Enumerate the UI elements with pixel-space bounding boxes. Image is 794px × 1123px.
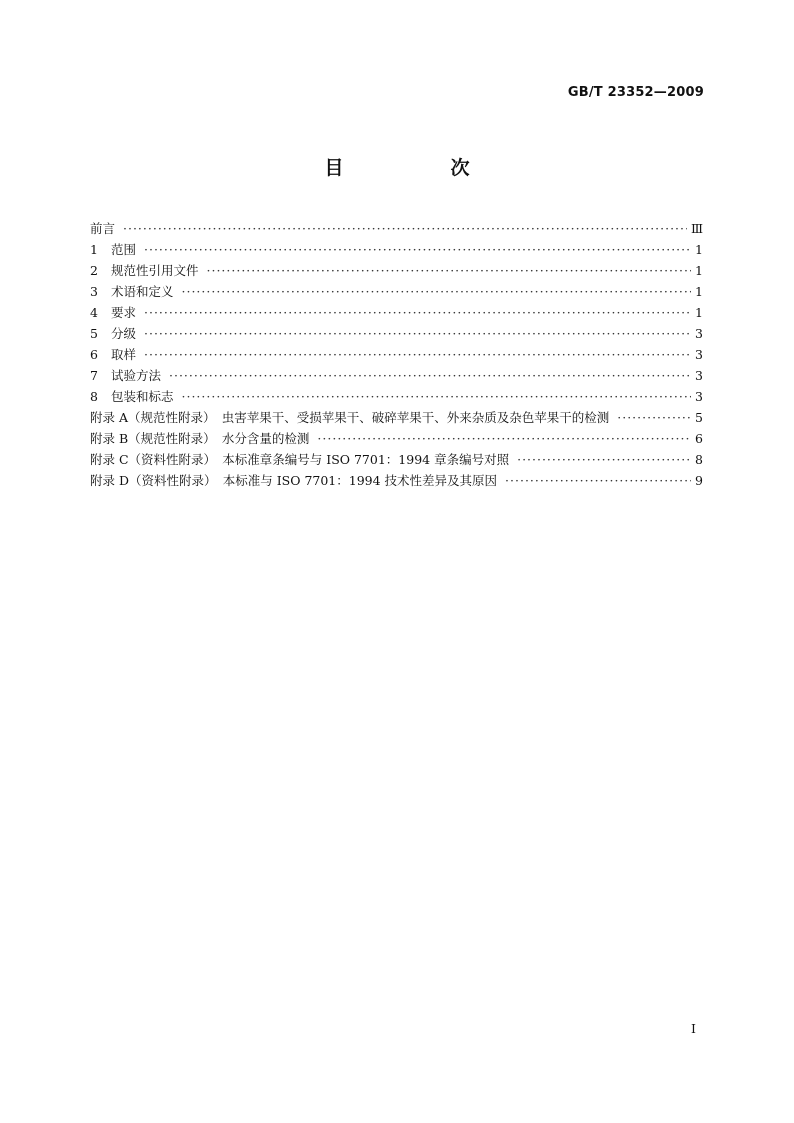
toc-entry-page: 3	[695, 326, 703, 341]
toc-entry-page: 5	[695, 410, 703, 425]
toc-entry-label: 范围	[111, 242, 137, 257]
dot-leader	[182, 386, 691, 407]
toc-entry-number: 3	[90, 284, 98, 299]
standard-code: GB/T 23352—2009	[567, 85, 704, 100]
toc-entry-label: 试验方法	[111, 368, 162, 383]
toc-entry-number: 1	[90, 242, 98, 257]
dot-leader	[505, 470, 691, 491]
dot-leader	[207, 260, 691, 281]
toc-entry-label: 前言	[90, 221, 116, 236]
toc-entry-foreword[interactable]	[90, 218, 703, 239]
dot-leader	[144, 302, 691, 323]
toc-entry-page: 6	[695, 431, 703, 446]
toc-entry-requirements[interactable]	[90, 302, 703, 323]
toc-entry-number: 4	[90, 305, 98, 320]
toc-entry-annex-c[interactable]	[90, 449, 703, 470]
dot-leader	[144, 344, 691, 365]
toc-entry-page: 9	[695, 473, 703, 488]
toc-entry-number: 6	[90, 347, 98, 362]
toc-entry-page: 1	[695, 305, 703, 320]
toc-entry-label: 附录 A（规范性附录） 虫害苹果干、受损苹果干、破碎苹果干、外来杂质及杂色苹果干的检测	[90, 410, 610, 425]
toc-entry-label: 术语和定义	[111, 284, 174, 299]
toc-entry-annex-d[interactable]	[90, 470, 703, 491]
toc-title: 目 次	[324, 157, 514, 179]
dot-leader	[182, 281, 691, 302]
toc-entry-label: 附录 D（资料性附录） 本标准与 ISO 7701：1994 技术性差异及其原因	[90, 473, 498, 488]
toc-entry-number: 8	[90, 389, 98, 404]
toc-entry-label: 附录 B（规范性附录） 水分含量的检测	[90, 431, 310, 446]
dot-leader	[617, 407, 691, 428]
dot-leader	[144, 239, 691, 260]
toc-entry-label: 分级	[111, 326, 137, 341]
toc-entry-page: 3	[695, 347, 703, 362]
toc-entry-sampling[interactable]	[90, 344, 703, 365]
toc-entry-normative-references[interactable]	[90, 260, 703, 281]
toc-entry-scope[interactable]	[90, 239, 703, 260]
toc-entry-terms[interactable]	[90, 281, 703, 302]
toc-entry-page: 3	[695, 389, 703, 404]
toc-entry-page: 1	[695, 242, 703, 257]
toc-entry-annex-b[interactable]	[90, 428, 703, 449]
toc-entry-label: 附录 C（资料性附录） 本标准章条编号与 ISO 7701：1994 章条编号对照	[90, 452, 510, 467]
toc-entry-packaging[interactable]	[90, 386, 703, 407]
toc-entry-page: Ⅲ	[690, 221, 703, 236]
dot-leader	[123, 218, 687, 239]
toc-entry-number: 7	[90, 368, 98, 383]
toc-entry-label: 取样	[111, 347, 137, 362]
dot-leader	[144, 323, 691, 344]
page-number: Ⅰ	[691, 1021, 696, 1036]
toc-entry-number: 2	[90, 263, 98, 278]
dot-leader	[169, 365, 691, 386]
toc-entry-number: 5	[90, 326, 98, 341]
toc-entry-page: 8	[695, 452, 703, 467]
toc-entry-label: 要求	[111, 305, 137, 320]
toc-entry-annex-a[interactable]	[90, 407, 703, 428]
toc-entry-label: 包装和标志	[111, 389, 174, 404]
toc-entry-test-methods[interactable]	[90, 365, 703, 386]
dot-leader	[517, 449, 691, 470]
toc-entry-grading[interactable]	[90, 323, 703, 344]
table-of-contents	[90, 218, 703, 491]
dot-leader	[317, 428, 691, 449]
toc-entry-page: 3	[695, 368, 703, 383]
toc-entry-page: 1	[695, 263, 703, 278]
toc-entry-page: 1	[695, 284, 703, 299]
toc-entry-label: 规范性引用文件	[111, 263, 199, 278]
